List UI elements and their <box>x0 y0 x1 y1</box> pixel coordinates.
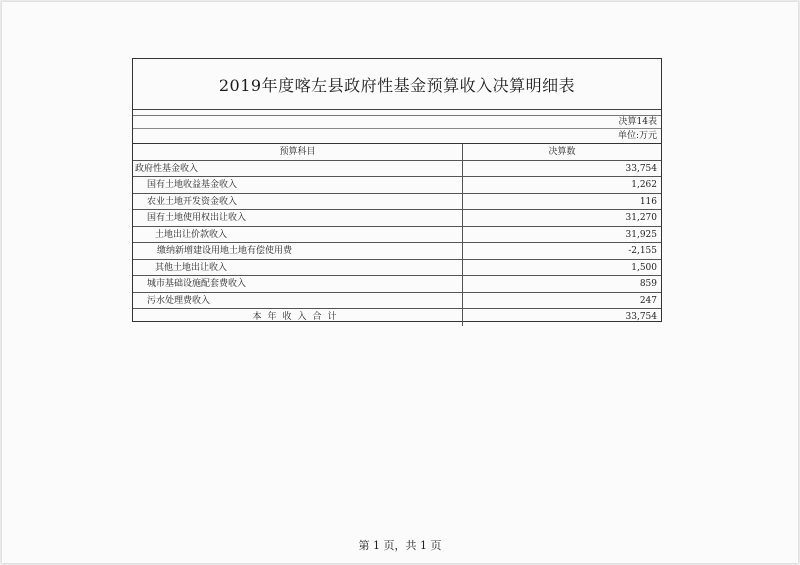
row-value: 1,500 <box>631 262 657 273</box>
budget-table <box>132 58 662 322</box>
row-value: 859 <box>639 279 657 289</box>
table-row <box>133 260 661 277</box>
row-value: 1,262 <box>631 180 657 190</box>
row-value: -2,155 <box>628 246 657 256</box>
row-label: 农业土地开发资金收入 <box>133 194 463 210</box>
row-value: 247 <box>639 295 657 306</box>
row-value: 116 <box>639 196 657 207</box>
row-label: 污水处理费收入 <box>133 293 463 309</box>
table-body <box>133 144 661 326</box>
document-page <box>2 2 798 563</box>
column-header-subject: 预算科目 <box>133 144 463 160</box>
table-row <box>133 210 661 227</box>
table-code: 决算14表 <box>133 115 661 129</box>
table-header-row <box>133 144 661 161</box>
row-label: 政府性基金收入 <box>133 161 463 177</box>
row-label: 国有土地使用权出让收入 <box>133 210 463 226</box>
table-row <box>133 243 661 260</box>
total-row <box>133 309 661 326</box>
page-footer: 第 1 页，共 1 页 <box>358 539 442 552</box>
row-label: 国有土地收益基金收入 <box>133 177 463 193</box>
row-value: 31,270 <box>625 213 657 223</box>
total-value: 33,754 <box>625 312 657 322</box>
table-row <box>133 177 661 194</box>
row-label: 土地出让价款收入 <box>133 227 463 243</box>
row-label: 缴纳新增建设用地土地有偿使用费 <box>133 243 463 259</box>
table-title: 2019年度喀左县政府性基金预算收入决算明细表 <box>133 59 661 110</box>
row-value: 31,925 <box>625 229 657 240</box>
table-row <box>133 276 661 293</box>
table-row <box>133 161 661 178</box>
row-label: 城市基础设施配套费收入 <box>133 276 463 292</box>
table-row <box>133 194 661 211</box>
row-value: 33,754 <box>625 163 657 174</box>
unit-label: 单位:万元 <box>133 129 661 144</box>
column-header-amount: 决算数 <box>548 147 576 157</box>
table-row <box>133 227 661 244</box>
total-label: 本年收入合计 <box>133 309 463 326</box>
row-label: 其他土地出让收入 <box>133 260 463 276</box>
table-row <box>133 293 661 310</box>
